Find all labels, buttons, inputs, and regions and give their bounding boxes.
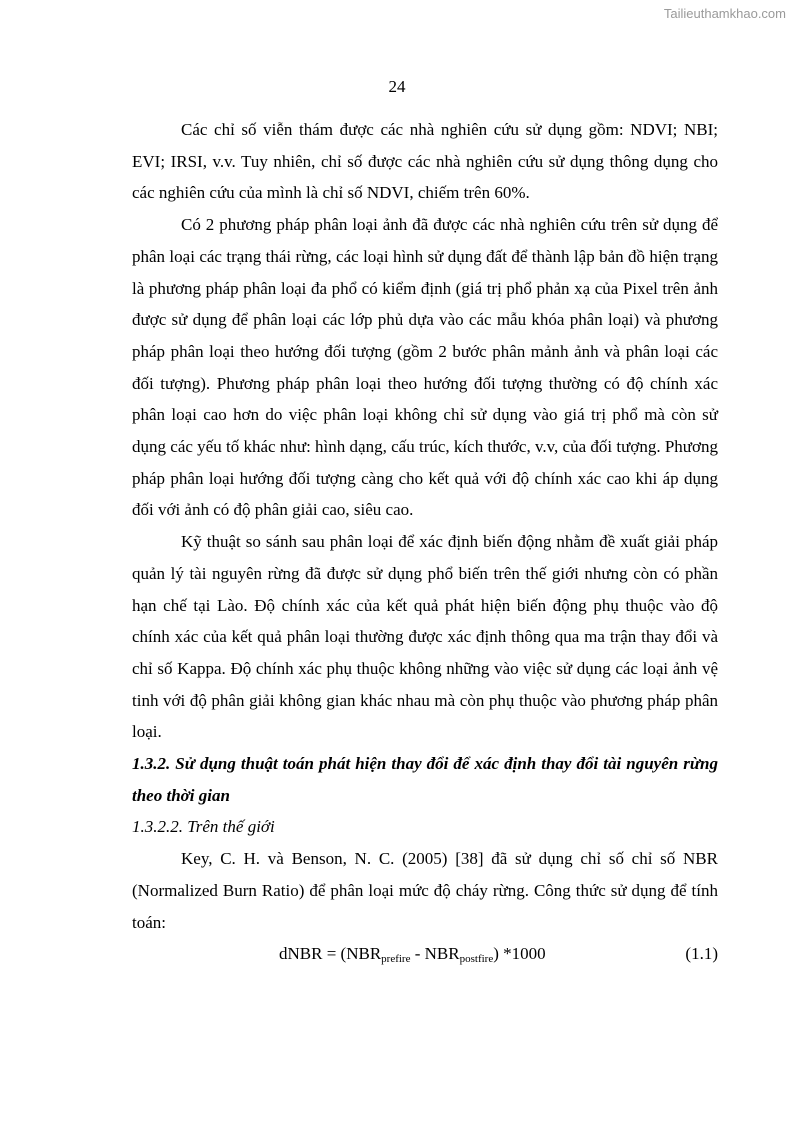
watermark: Tailieuthamkhao.com: [663, 6, 786, 21]
paragraph-change-detection: Kỹ thuật so sánh sau phân loại để xác định biến động nhằm đề xuất giải pháp quản lý tài nguyên rừng đã được sử dụng phổ biến trên thế giới nhưng còn có phần hạn chế tại Lào. Độ chính xác của kết quả phát hiện biến động phụ thuộc vào độ chính xác của kết quả phân loại thường được xác định thông qua ma trận thay đổi và chỉ số Kappa. Độ chính xác phụ thuộc không những vào việc sử dụng các loại ảnh vệ tinh với độ phân giải không gian khác nhau mà còn phụ thuộc vào phương pháp phân loại.: [132, 532, 718, 742]
formula-number: (1.1): [685, 944, 718, 964]
formula-expression: dNBR = $(NBR_{prefire} - NBR_{postfire})$ *1000: [279, 944, 546, 966]
paragraph-remote-sensing-indices: Các chỉ số viễn thám được các nhà nghiên cứu sử dụng gồm: NDVI; NBI; EVI; IRSI, v.v. Tuy nhiên, chỉ số được các nhà nghiên cứu sử dụng thông dụng cho các nghiên cứu của mình là chỉ số NDVI, chiếm trên 60%.: [132, 120, 718, 203]
page-number: 24: [388, 77, 406, 96]
body-text: [132, 114, 718, 970]
paragraph-classification-methods: Có 2 phương pháp phân loại ảnh đã được các nhà nghiên cứu trên sử dụng để phân loại các trạng thái rừng, các loại hình sử dụng đất để thành lập bản đồ hiện trạng là phương pháp phân loại đa phổ có kiểm định (giá trị phổ phản xạ của Pixel trên ảnh được sử dụng để phân loại các lớp phủ dựa vào các mẫu khóa phân loại) và phương pháp phân loại theo hướng đối tượng (gồm 2 bước phân mảnh ảnh và phân loại các đối tượng). Phương pháp phân loại theo hướng đối tượng thường có độ chính xác phân loại cao hơn do việc phân loại không chỉ sử dụng vào giá trị phổ mà còn sử dụng các yếu tố khác như: hình dạng, cấu trúc, kích thước, v.v, của đối tượng. Phương pháp phân loại hướng đối tượng càng cho kết quả với độ chính xác cao khi áp dụng đối với ảnh có độ phân giải cao, siêu cao.: [132, 215, 718, 520]
section-heading: 1.3.2. Sử dụng thuật toán phát hiện thay đổi để xác định thay đổi tài nguyên rừng theo thời gian: [132, 754, 718, 805]
subsection-heading: 1.3.2.2. Trên thế giới: [132, 817, 275, 837]
paragraph-nbr: Key, C. H. và Benson, N. C. (2005) [38] đã sử dụng chỉ số chỉ số NBR (Normalized Burn Ratio) để phân loại mức độ cháy rừng. Công thức sử dụng để tính toán:: [132, 849, 718, 932]
subscript-postfire: postfire: [459, 953, 494, 966]
subscript-prefire: prefire: [381, 953, 411, 966]
formula-dnbr: [132, 938, 718, 970]
